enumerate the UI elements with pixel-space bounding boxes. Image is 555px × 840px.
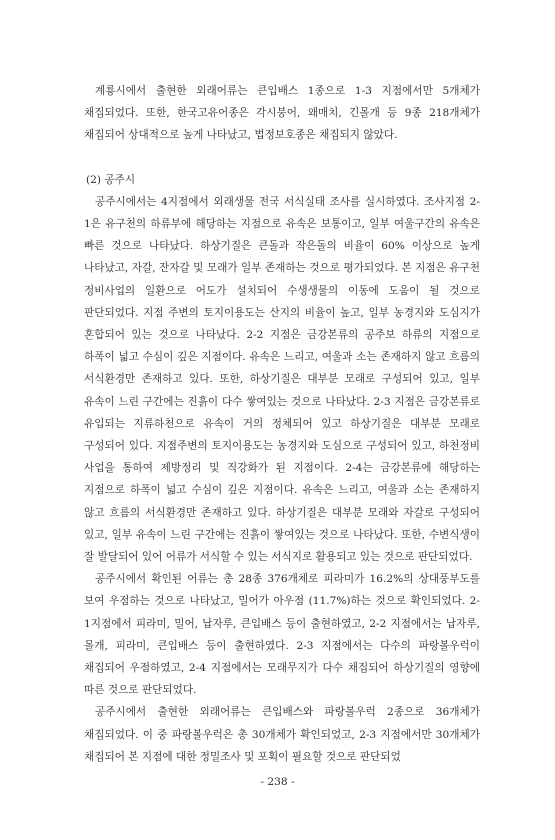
section-heading-gongju: (2) 공주시: [86, 173, 136, 186]
page-body: [84, 80, 480, 768]
page-number: - 238 -: [260, 776, 295, 788]
paragraph-gongju-fish: 공주시에서 확인된 어류는 총 28종 376개체로 피라미가 16.2%의 상대풍부도를 보여 우점하는 것으로 나타났고, 밀어가 아우점 (11.7%)하는 것으로 확인되었다. 2-1지점에서 피라미, 밀어, 납자루, 큰입배스 등이 출현하였고, 2-2 지점에서는 납자루, 몰개, 피라미, 큰입배스 등이 출현하였다. 2-3 지점에서는 다수의 파랑볼우럭이 채집되어 우점하였고, 2-4 지점에서는 모래무지가 다수 채집되어 하상기질의 영향에 따른 것으로 판단되었다.: [84, 573, 480, 697]
paragraph-gongju-exotic: 공주시에서 출현한 외래어류는 큰입배스와 파랑볼우럭 2종으로 36개체가 채집되었다. 이 중 파랑볼우럭은 총 30개체가 확인되었고, 2-3 지점에서만 30개체가 채집되어 본 지점에 대한 정밀조사 및 포획이 필요할 것으로 판단되었: [84, 706, 480, 763]
paragraph-gongju-sites: 공주시에서는 4지점에서 외래생물 전국 서식실태 조사를 실시하였다. 조사지점 2-1은 유구천의 하류부에 해당하는 지점으로 유속은 보통이고, 일부 여울구간의 유속은 빠른 것으로 나타났다. 하상기질은 큰돌과 작은돌의 비율이 60% 이상으로 높게 나타났고, 자갈, 잔자갈 및 모래가 일부 존재하는 것으로 평가되었다. 본 지점은 유구천 정비사업의 일환으로 어도가 설치되어 수생생물의 이동에 도움이 될 것으로 판단되었다. 지점 주변의 토지이용도는 산지의 비율이 높고, 일부 농경지와 도심지가 혼합되어 있는 것으로 나타났다. 2-2 지점은 금강본류의 공주보 하류의 지점으로 하폭이 넓고 수심이 깊은 지점이다. 유속은 느리고, 여울과 소는 존재하지 않고 흐름의 서식환경만 존재하고 있다. 또한, 하상기질은 대부분 모래로 구성되어 있고, 일부 유속이 느린 구간에는 진흙이 다수 쌓여있는 것으로 나타났다. 2-3 지점은 금강본류로 유입되는 지류하천으로 유속이 거의 정체되어 있고 하상기질은 대부분 모래로 구성되어 있다. 지점주변의 토지이용도는 농경지와 도심으로 구성되어 있고, 하천정비 사업을 통하여 제방정리 및 직강화가 된 지점이다. 2-4는 금강본류에 해당하는 지점으로 하폭이 넓고 수심이 깊은 지점이다. 유속은 느리고, 여울과 소는 존재하지 않고 흐름의 서식환경만 존재하고 있다. 하상기질은 대부분 모래와 자갈로 구성되어 있고, 일부 유속이 느린 구간에는 진흙이 쌓여있는 것으로 나타났다. 또한, 수변식생이 잘 발달되어 있어 어류가 서식할 수 있는 서식지로 활용되고 있는 것으로 판단되었다.: [84, 195, 480, 564]
paragraph-gyeryong-summary: 계룡시에서 출현한 외래어류는 큰입배스 1종으로 1-3 지점에서만 5개체가 채집되었다. 또한, 한국고유어종은 각시붕어, 왜매치, 긴몰개 등 9종 218개체가 채집되어 상대적으로 높게 나타났고, 법정보호종은 채집되지 않았다.: [84, 85, 480, 142]
section-spacer: [84, 147, 480, 169]
